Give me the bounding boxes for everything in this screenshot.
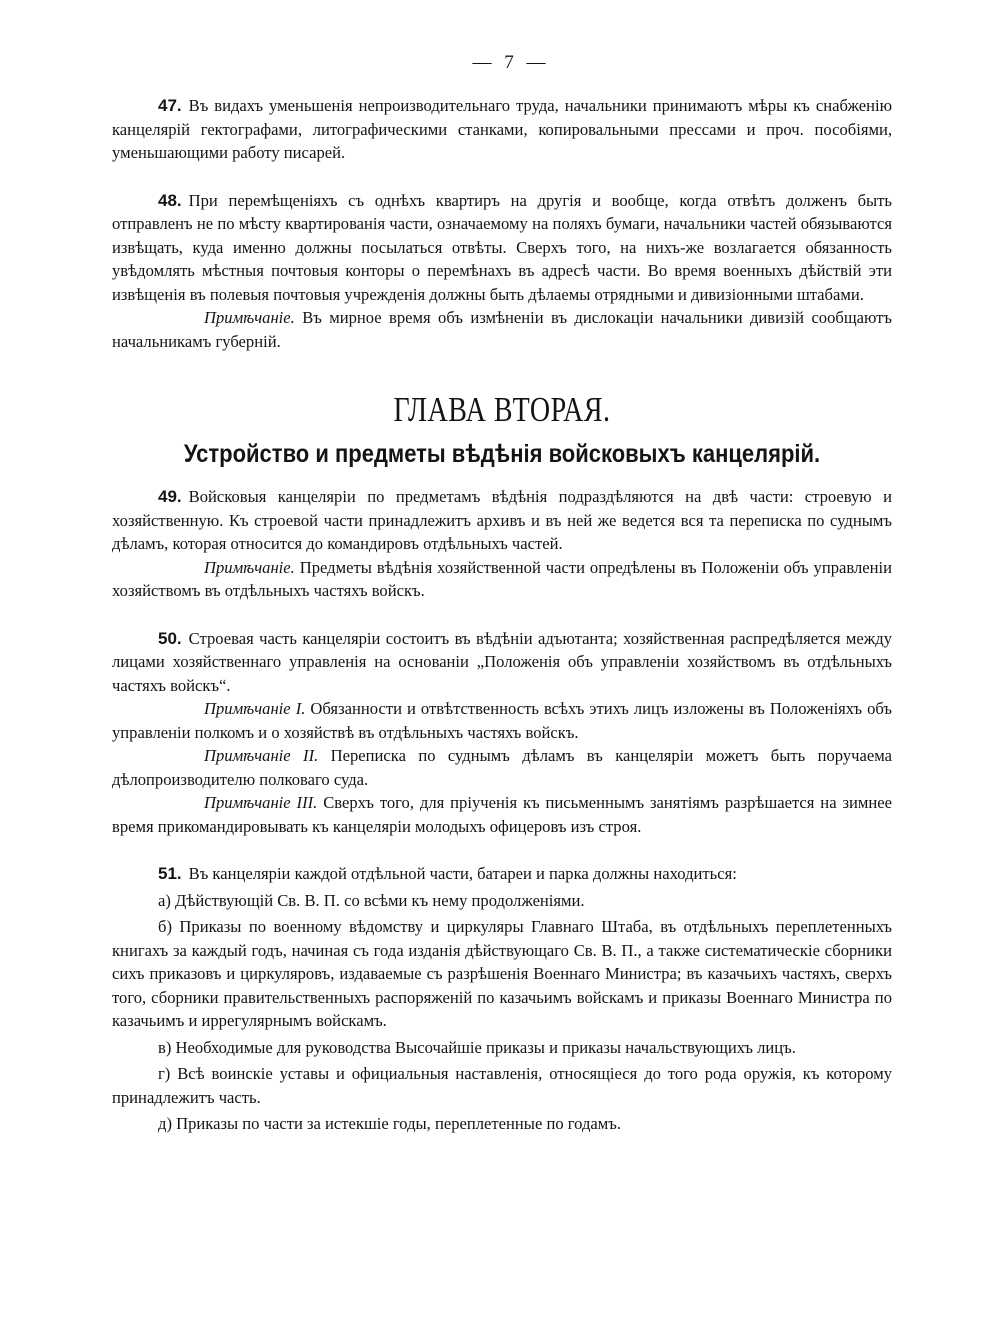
list-item-v: в) Необходимые для руководства Высочайшіе приказы и приказы начальствующихъ лицъ. [158,1037,796,1057]
paragraph-number: 51. [158,864,182,883]
note-50-2 [112,744,892,791]
note-label: Примѣчаніе I. [204,699,306,718]
paragraph-text: Въ видахъ уменьшенія непроизводительнаго труда, начальники принимаютъ мѣры къ снабженію канцелярій гектографами, литографическими станками, копировальными прессами и проч. пособіями, уменьшающими работу писарей. [112,96,892,162]
paragraph-number: 50. [158,628,182,648]
note-text: Предметы вѣдѣнія хозяйственной части опредѣлены въ Положеніи объ управленіи хозяйствомъ въ отдѣльныхъ частяхъ войскъ. [112,557,892,600]
paragraph-number: 47. [158,96,182,115]
paragraph-number: 49. [158,487,182,506]
list-item-b: б) Приказы по военному вѣдомству и циркуляры Главнаго Штаба, въ отдѣльныхъ переплетенныхъ книгахъ за каждый годъ, начиная съ года изданія дѣйствующаго Св. В. П., а также систематическіе сборники сихъ приказовъ и циркуляровъ, издаваемые съ разрѣшенія Военнаго Министра; въ казачьихъ частяхъ, сверхъ того, сборники правительственныхъ распоряженій по казачьимъ войскамъ и приказы Военнаго Министра по казачьимъ и иррегулярнымъ войскамъ. [112,917,892,1030]
note-label: Примѣчаніе III. [204,793,318,812]
document-page [112,52,892,1136]
note-text: Въ мирное время объ измѣненіи въ дислокаціи начальники дивизій сообщаютъ начальникамъ губерній. [112,308,892,351]
note-label: Примѣчаніе II. [204,746,319,765]
note-label: Примѣчаніе. [204,308,295,327]
note-49 [112,556,892,603]
note-label: Примѣчаніе. [204,557,295,577]
paragraph-text: Войсковыя канцеляріи по предметамъ вѣдѣнія подраздѣляются на двѣ части: строевую и хозяйственную. Къ строевой части принадлежитъ архивъ и въ ней же ведется вся та переписка по суднымъ дѣламъ, которая относится до командировъ отдѣльныхъ частей. [112,487,892,553]
chapter-subtitle: Устройство и предметы вѣдѣнія войсковыхъ канцелярій. [183,439,821,468]
list-item-a: а) Дѣйствующій Св. В. П. со всѣми къ нему продолженіями. [158,890,585,910]
paragraph-49 [112,485,892,556]
note-text: Сверхъ того, для пріученія къ письменнымъ занятіямъ разрѣшается на зимнее время прикомандировывать къ канцеляріи молодыхъ офицеровъ изъ строя. [112,793,893,836]
paragraph-51 [112,862,892,886]
list-item-d: д) Приказы по части за истекшіе годы, переплетенные по годамъ. [158,1114,622,1133]
note-48 [112,306,892,353]
list-item-g: г) Всѣ воинскіе уставы и официальныя наставленія, относящіеся до того рода оружія, къ которому принадлежитъ часть. [112,1064,892,1107]
page-number: — 7 — [472,52,550,73]
paragraph-47 [112,94,892,165]
chapter-title: ГЛАВА ВТОРАЯ. [393,391,611,430]
paragraph-48 [112,189,892,307]
paragraph-text: Строевая часть канцеляріи состоитъ въ вѣдѣніи адъютанта; хозяйственная распредѣляется между лицами хозяйственнаго управленія на основаніи „Положенія объ управленіи хозяйствомъ въ отдѣльныхъ частяхъ войскъ“. [112,628,892,695]
paragraph-text: При перемѣщеніяхъ съ однѣхъ квартиръ на другія и вообще, когда отвѣтъ долженъ быть отправленъ не по мѣсту квартированія части, означаемому на поляхъ бумаги, начальники частей обязываются извѣщать, куда именно должны посылаться отвѣты. Сверхъ того, на нихъ-же возлагается обязанность увѣдомлять мѣстныя почтовыя конторы о перемѣнахъ въ адресѣ части. Во время военныхъ дѣйствій эти извѣщенія въ полевыя почтовыя учрежденія должны быть дѣлаемы отрядными и дивизіонными штабами. [112,190,892,304]
note-text: Обязанности и отвѣтственность всѣхъ этихъ лицъ изложены въ Положеніяхъ объ управленіи полкомъ и о хозяйствѣ въ отдѣльныхъ частяхъ войскъ. [112,699,892,742]
note-50-3 [112,791,892,838]
paragraph-text: Въ канцеляріи каждой отдѣльной части, батареи и парка должны находиться: [188,864,737,883]
note-text: Переписка по суднымъ дѣламъ въ канцеляріи можетъ быть поручаема дѣлопроизводителю полковаго суда. [112,746,892,789]
note-50-1 [112,697,892,744]
paragraph-number: 48. [158,190,182,210]
paragraph-50 [112,627,892,698]
